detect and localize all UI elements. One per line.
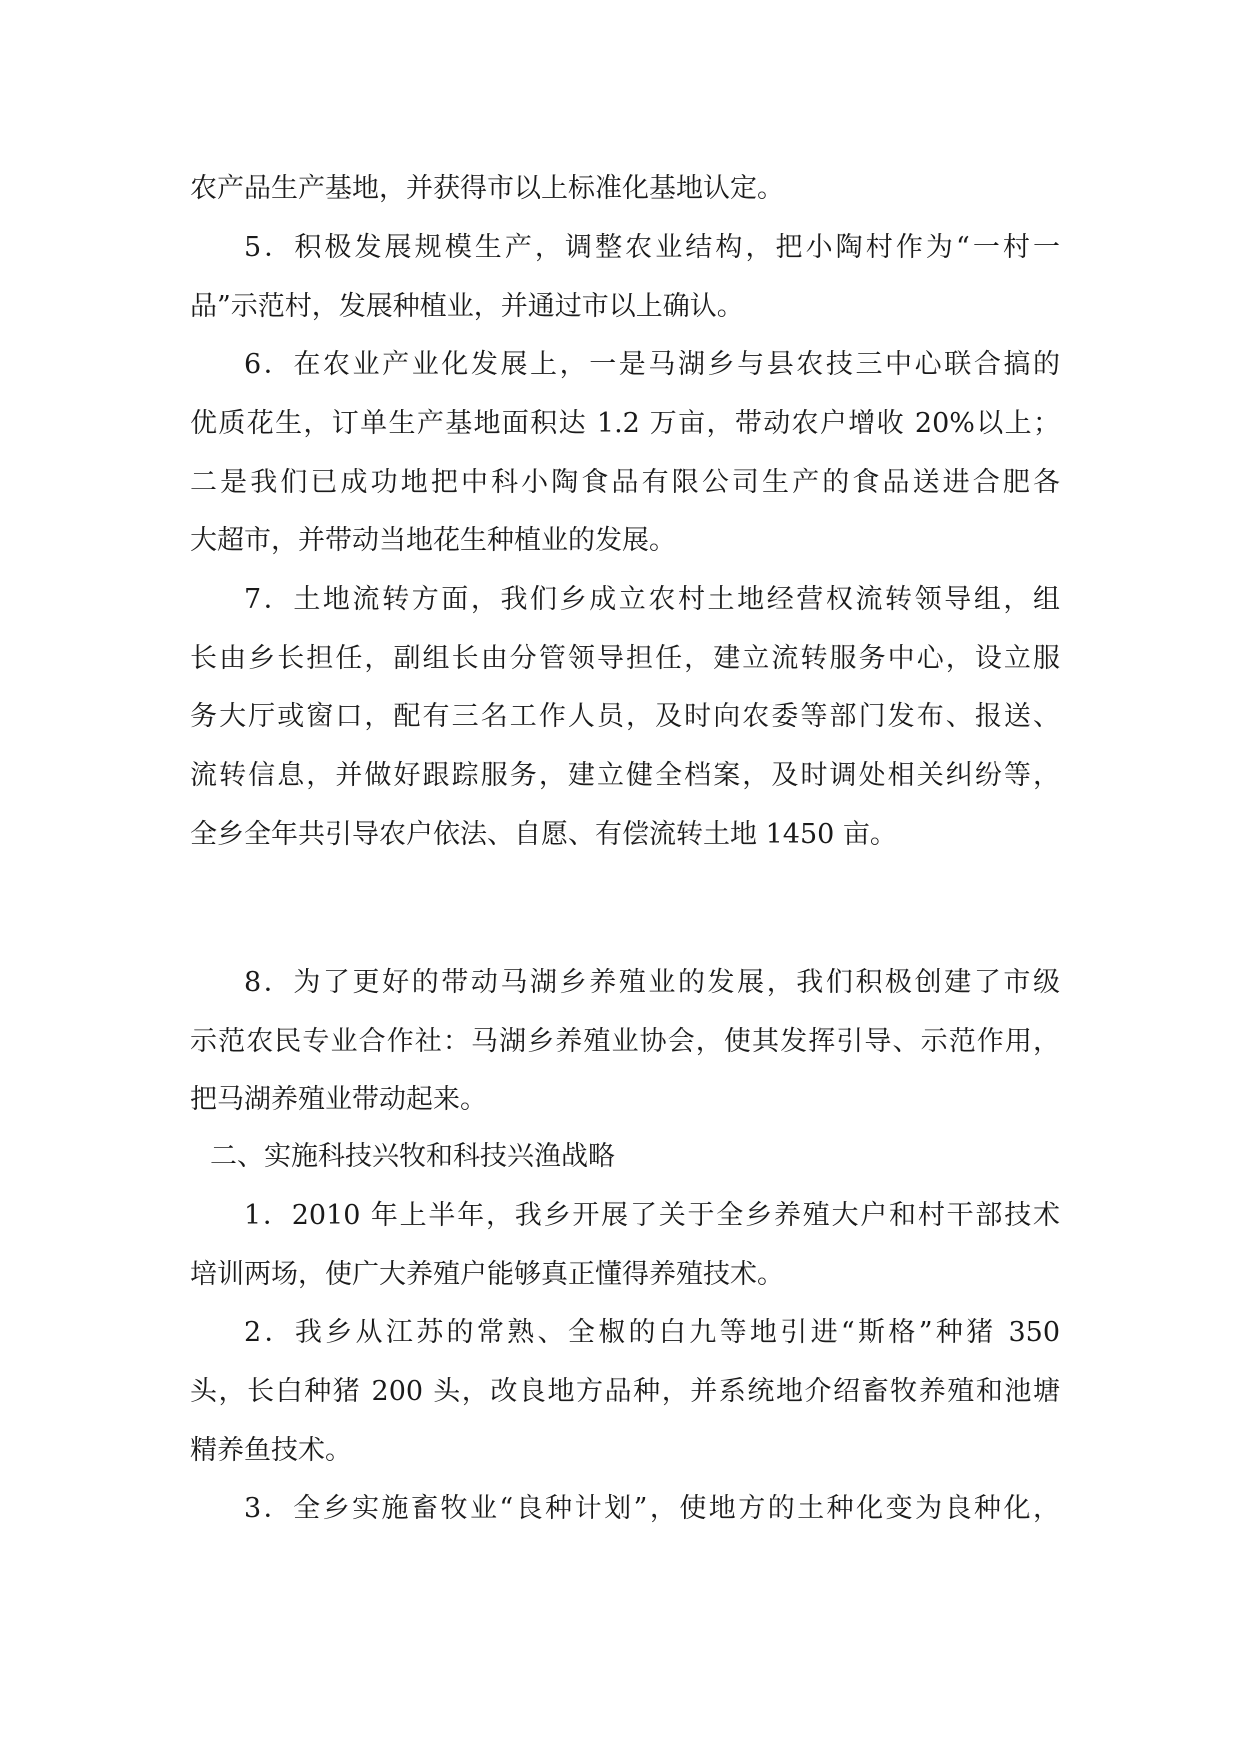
paragraph-line: 示范农民专业合作社：马湖乡养殖业协会，使其发挥引导、示范作用， (190, 1026, 1060, 1057)
paragraph-line: 2．我乡从江苏的常熟、全椒的白九等地引进“斯格”种猪 350 (244, 1317, 1060, 1348)
paragraph-line: 1．2010 年上半年，我乡开展了关于全乡养殖大户和村干部技术 (244, 1200, 1060, 1231)
section-heading: 二、实施科技兴牧和科技兴渔战略 (210, 1141, 615, 1172)
paragraph-line: 大超市，并带动当地花生种植业的发展。 (190, 525, 676, 556)
paragraph-line: 精养鱼技术。 (190, 1435, 352, 1466)
paragraph-line: 把马湖养殖业带动起来。 (190, 1084, 487, 1115)
paragraph-line: 长由乡长担任，副组长由分管领导担任，建立流转服务中心，设立服 (190, 643, 1060, 674)
paragraph-line: 全乡全年共引导农户依法、自愿、有偿流转土地 1450 亩。 (190, 819, 897, 850)
paragraph-line: 5．积极发展规模生产，调整农业结构，把小陶村作为“一村一 (244, 232, 1060, 263)
paragraph-line: 3．全乡实施畜牧业“良种计划”，使地方的土种化变为良种化， (244, 1493, 1060, 1524)
paragraph-line: 头，长白种猪 200 头，改良地方品种，并系统地介绍畜牧养殖和池塘 (190, 1376, 1060, 1407)
paragraph-line: 农产品生产基地，并获得市以上标准化基地认定。 (190, 173, 784, 204)
paragraph-line: 8．为了更好的带动马湖乡养殖业的发展，我们积极创建了市级 (244, 967, 1060, 998)
paragraph-line: 务大厅或窗口，配有三名工作人员，及时向农委等部门发布、报送、 (190, 701, 1060, 732)
paragraph-line: 品”示范村，发展种植业，并通过市以上确认。 (190, 291, 744, 322)
paragraph-line: 7．土地流转方面，我们乡成立农村土地经营权流转领导组，组 (244, 584, 1060, 615)
paragraph-line: 6．在农业产业化发展上，一是马湖乡与县农技三中心联合搞的 (244, 349, 1060, 380)
paragraph-line: 二是我们已成功地把中科小陶食品有限公司生产的食品送进合肥各 (190, 467, 1060, 498)
paragraph-line: 流转信息，并做好跟踪服务，建立健全档案，及时调处相关纠纷等， (190, 760, 1060, 791)
paragraph-line: 优质花生，订单生产基地面积达 1.2 万亩，带动农户增收 20%以上； (190, 408, 1060, 439)
paragraph-line: 培训两场，使广大养殖户能够真正懂得养殖技术。 (190, 1259, 784, 1290)
